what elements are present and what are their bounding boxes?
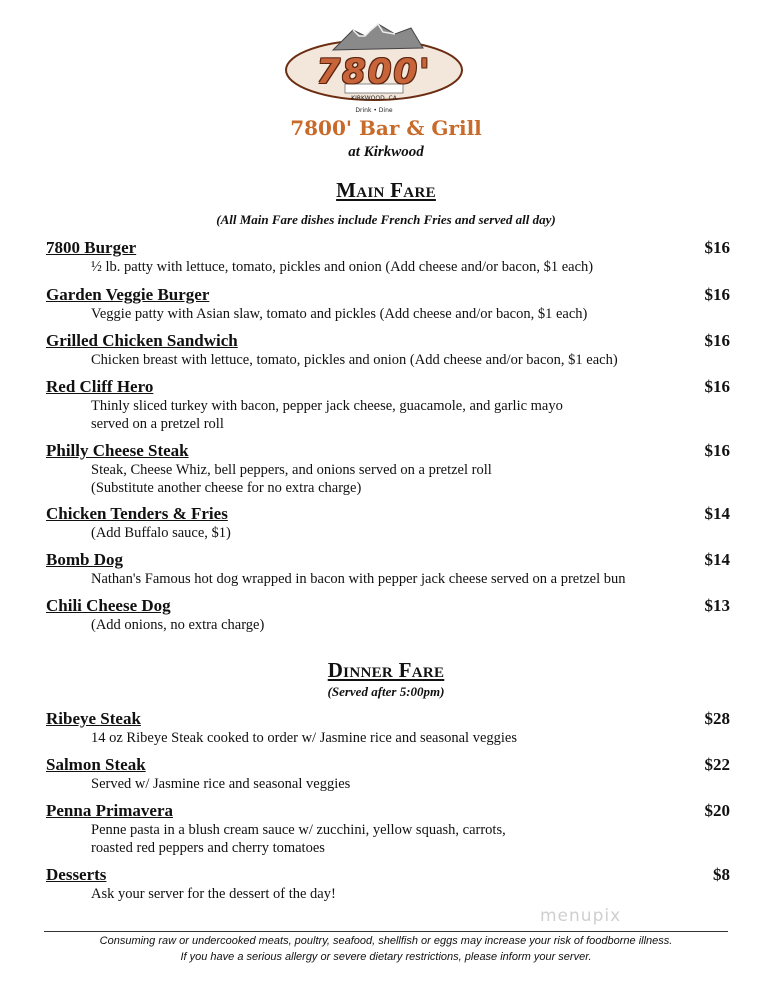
- item-price: $14: [704, 504, 730, 523]
- menu-item: [46, 755, 730, 793]
- menu-item: [46, 238, 730, 276]
- menu-item: [46, 331, 730, 369]
- item-name: Ribeye Steak: [46, 709, 141, 728]
- dinner-fare-note: (Served after 5:00pm): [327, 684, 445, 699]
- menu-item: [46, 285, 730, 323]
- item-name: Grilled Chicken Sandwich: [46, 331, 238, 350]
- restaurant-subtitle: at Kirkwood: [348, 144, 424, 160]
- item-description: 14 oz Ribeye Steak cooked to order w/ Jasmine rice and seasonal veggies: [91, 730, 518, 746]
- logo-tagline: Drink • Dine: [355, 107, 393, 114]
- footer-disclaimer: Consuming raw or undercooked meats, poultry, seafood, shellfish or eggs may increase your risk of foodborne illness.: [99, 935, 673, 947]
- menu-item: [46, 377, 730, 433]
- item-name: Garden Veggie Burger: [46, 285, 210, 304]
- item-name: Red Cliff Hero: [46, 377, 154, 396]
- item-name: 7800 Burger: [46, 238, 137, 257]
- footer-divider: [44, 931, 728, 932]
- item-price: $16: [704, 331, 730, 350]
- menu-item: [46, 504, 730, 542]
- item-price: $16: [704, 285, 730, 304]
- item-price: $16: [704, 238, 730, 257]
- menu-item: [46, 865, 730, 903]
- restaurant-name: 7800' Bar & Grill: [290, 116, 482, 140]
- menu-item: [46, 801, 730, 857]
- restaurant-logo: [283, 22, 465, 114]
- item-description: Ask your server for the dessert of the day!: [91, 886, 336, 902]
- item-price: $8: [713, 865, 730, 884]
- item-description: Served w/ Jasmine rice and seasonal veggies: [91, 776, 351, 792]
- logo-wordmark: 7800': [316, 52, 432, 92]
- main-fare-title: Main Fare: [336, 178, 436, 202]
- item-price: $28: [704, 709, 730, 728]
- item-description: Chicken breast with lettuce, tomato, pickles and onion (Add cheese and/or bacon, $1 each): [91, 352, 618, 368]
- item-description: Thinly sliced turkey with bacon, pepper jack cheese, guacamole, and garlic mayo served on a pretzel roll: [91, 398, 563, 432]
- item-price: $16: [704, 377, 730, 396]
- item-description: ½ lb. patty with lettuce, tomato, pickles and onion (Add cheese and/or bacon, $1 each): [91, 259, 594, 275]
- item-price: $16: [704, 441, 730, 460]
- dinner-fare-title: Dinner Fare: [327, 658, 445, 682]
- item-name: Penna Primavera: [46, 801, 173, 820]
- item-description: (Add onions, no extra charge): [91, 617, 265, 633]
- item-description: (Add Buffalo sauce, $1): [91, 525, 231, 541]
- item-description: Steak, Cheese Whiz, bell peppers, and onions served on a pretzel roll (Substitute another cheese for no extra charge): [91, 462, 492, 496]
- menu-item: [46, 709, 730, 747]
- menu-item: [46, 596, 730, 634]
- item-price: $14: [704, 550, 730, 569]
- item-price: $22: [704, 755, 730, 774]
- logo-location: KIRKWOOD, CA: [351, 95, 397, 102]
- item-name: Bomb Dog: [46, 550, 123, 569]
- item-name: Chicken Tenders & Fries: [46, 504, 228, 523]
- item-name: Philly Cheese Steak: [46, 441, 189, 460]
- item-description: Penne pasta in a blush cream sauce w/ zucchini, yellow squash, carrots, roasted red peppers and cherry tomatoes: [91, 822, 506, 856]
- menu-item: [46, 441, 730, 497]
- main-fare-note: (All Main Fare dishes include French Fries and served all day): [216, 212, 556, 227]
- footer-allergy-note: If you have a serious allergy or severe dietary restrictions, please inform your server.: [180, 951, 592, 963]
- item-name: Chili Cheese Dog: [46, 596, 171, 615]
- item-price: $20: [704, 801, 730, 820]
- watermark: menupix: [540, 906, 622, 926]
- item-name: Desserts: [46, 865, 107, 884]
- item-price: $13: [704, 596, 730, 615]
- item-description: Veggie patty with Asian slaw, tomato and pickles (Add cheese and/or bacon, $1 each): [91, 306, 588, 322]
- item-description: Nathan's Famous hot dog wrapped in bacon with pepper jack cheese served on a pretzel bun: [91, 571, 626, 587]
- menu-item: [46, 550, 730, 588]
- item-name: Salmon Steak: [46, 755, 146, 774]
